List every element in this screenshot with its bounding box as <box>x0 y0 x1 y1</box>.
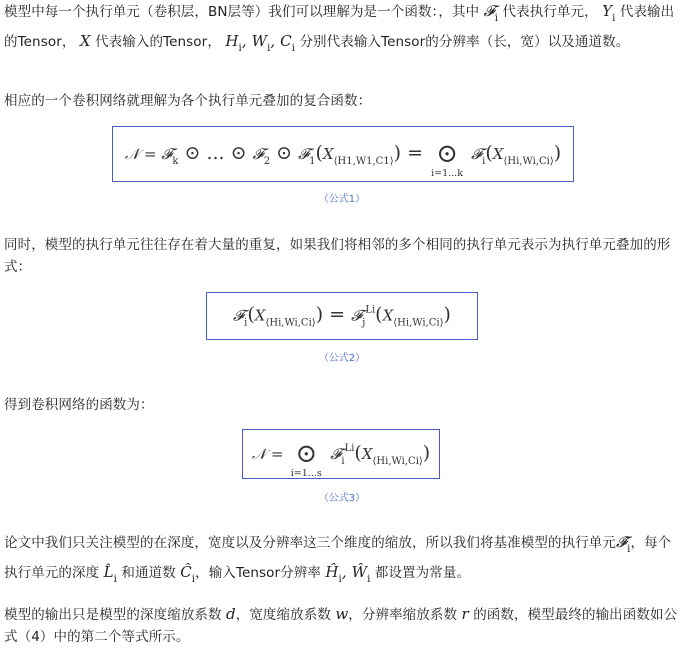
composite-paragraph: 相应的一个卷积网络就理解为各个执行单元叠加的复合函数： <box>4 93 372 109</box>
intro-paragraph <box>4 0 680 60</box>
formula-3-box <box>242 429 440 479</box>
formula-1-box <box>112 126 574 182</box>
text: 分别代表输入Tensor的分辨率（长，宽）以及通道数。 <box>299 34 630 50</box>
formula-2: $𝓕_i(X_{⟨Hi,Wi,Ci⟩})$ = $𝓕_j^{Li}(X_{⟨Hi,Wi,Ci⟩})$ <box>233 303 451 329</box>
formula-3-caption: （公式3） <box>318 493 366 504</box>
math-fi: 𝓕$_i$ <box>483 2 499 24</box>
big-odot-operator: ⊙ i=1...s <box>290 439 322 479</box>
big-odot-operator: ⊙ i=1...k <box>431 139 463 179</box>
formula-1: 𝒩 = 𝓕$_k$ ⊙ ... ⊙ 𝓕$_2$ ⊙ $𝓕_1(X_{⟨H1,W1,C1⟩})$ = ⊙ i=1...k $𝓕_i(X_{⟨Hi,Wi,Ci⟩})$ <box>124 139 562 179</box>
text: 模型中每一个执行单元（卷积层，BN层等）我们可以理解为是一个函数：，其中 <box>4 4 480 20</box>
output-paragraph: 模型的输出只是模型的深度缩放系数 d，宽度缩放系数 w，分辨率缩放系数 r 的函数，模型最终的输出函数如公式（4）中的第二个等式所示。 <box>4 605 678 645</box>
repeat-paragraph: 同时，模型的执行单元往往存在着大量的重复，如果我们将相邻的多个相同的执行单元表示为执行单元叠加的形式： <box>4 237 671 275</box>
math-chat: $Ĉ_i$ <box>180 563 196 585</box>
math-hhat-what: $Ĥ_i$, $Ŵ_i$ <box>325 563 371 585</box>
math-x: X <box>79 32 91 50</box>
math-yi: $Y_i$ <box>602 2 616 24</box>
text: 代表输出的Tensor， <box>4 4 675 50</box>
formula-2-box <box>206 292 478 340</box>
formula-2-caption: （公式2） <box>318 353 366 364</box>
math-d: d <box>226 605 236 623</box>
text: 代表输入的Tensor， <box>95 34 221 50</box>
scaling-paragraph: 论文中我们只关注模型的在深度，宽度以及分辨率这三个维度的缩放，所以我们将基准模型的执行单元$𝓕̂_i$，每个执行单元的深度 $L̂_i$ 和通道数 $Ĉ_i$，输入Tensor分辨率 $Ĥ_i$, $Ŵ_i$ 都设置为常量。 <box>4 533 672 585</box>
math-hwc: $H_i$, $W_i$, $C_i$ <box>225 32 296 54</box>
network-paragraph: 得到卷积网络的函数为： <box>4 397 154 413</box>
math-lhat: $L̂_i$ <box>103 563 117 585</box>
math-fhat: $𝓕̂_i$ <box>616 533 631 555</box>
formula-3: 𝒩 = ⊙ i=1...s $𝓕_i^{Li}(X_{⟨Hi,Wi,Ci⟩})$ <box>251 439 431 479</box>
text: 代表执行单元， <box>502 4 598 20</box>
math-w: w <box>335 605 349 623</box>
math-r: r <box>461 605 469 623</box>
formula-1-caption: （公式1） <box>318 194 366 205</box>
